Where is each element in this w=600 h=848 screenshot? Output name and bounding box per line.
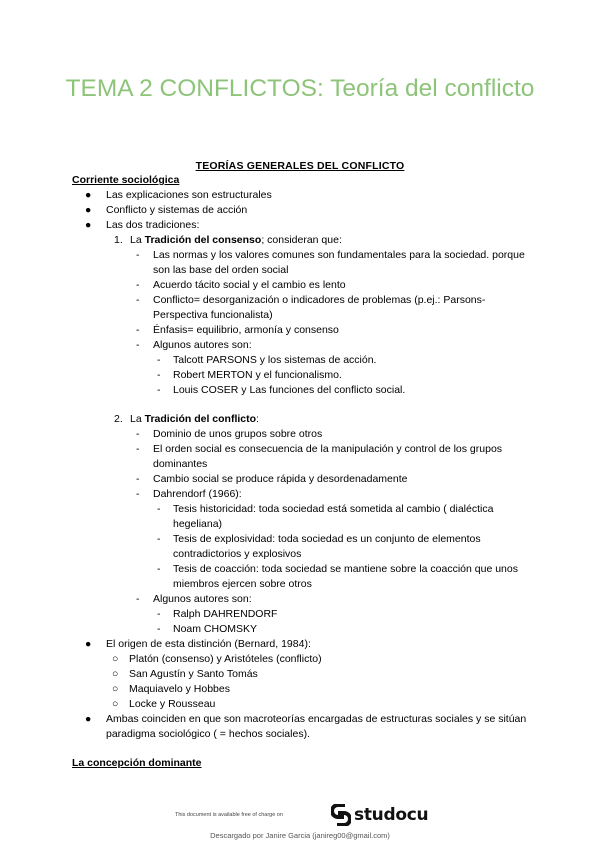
dash-marker: -	[157, 533, 161, 545]
dash-sublist	[153, 353, 532, 398]
footer-note: This document is available free of charge on	[175, 812, 283, 818]
numbered-list	[106, 233, 532, 637]
download-footer: Descargado por Janire Garcia (janireg00@gmail.com)	[210, 831, 390, 840]
dash-marker: -	[136, 279, 140, 291]
list-item-text: Las explicaciones son estructurales	[106, 189, 272, 201]
studocu-logo[interactable]	[331, 803, 428, 827]
list-item-text: Conflicto= desorganización o indicadores de problemas (p.ej.: Parsons- Perspectiva funcionalista)	[153, 294, 486, 321]
list-item	[153, 562, 532, 592]
bullet-list	[72, 188, 532, 742]
list-item	[153, 622, 532, 637]
list-item-text: Robert MERTON y el funcionalismo.	[173, 369, 342, 381]
text: :	[256, 413, 259, 425]
spacer	[130, 398, 532, 412]
dash-sublist	[153, 607, 532, 637]
circle-marker: ○	[112, 683, 119, 695]
spacer	[72, 742, 532, 756]
dash-marker: -	[136, 294, 140, 306]
list-item-text: Tesis historicidad: toda sociedad está sometida al cambio ( dialéctica hegeliana)	[173, 503, 494, 530]
circle-list	[106, 652, 532, 712]
list-item	[130, 248, 532, 278]
list-item-text: Locke y Rousseau	[129, 698, 216, 710]
studocu-logo-icon	[331, 804, 351, 826]
dash-marker: -	[157, 563, 161, 575]
dash-sublist	[153, 502, 532, 592]
bullet-marker: ●	[85, 204, 92, 216]
dash-marker: -	[136, 324, 140, 336]
list-item	[106, 697, 532, 712]
dash-marker: -	[157, 623, 161, 635]
dash-marker: -	[136, 473, 140, 485]
list-item-text: Cambio social se produce rápida y desordenadamente	[153, 473, 408, 485]
studocu-logo-text: studocu	[354, 805, 429, 825]
document-body	[72, 173, 532, 771]
list-item-text: Dahrendorf (1966):	[153, 488, 242, 500]
list-item-text: Tesis de explosividad: toda sociedad es un conjunto de elementos contradictorios y explosivos	[173, 533, 481, 560]
bold-text: Tradición del conflicto	[144, 413, 257, 425]
dash-marker: -	[136, 488, 140, 500]
list-item-text: Noam CHOMSKY	[173, 623, 258, 635]
list-item-text: Louis COSER y Las funciones del conflicto social.	[173, 384, 406, 396]
list-item	[72, 188, 532, 203]
bullet-marker: ●	[85, 713, 92, 725]
list-item-text: Algunos autores son:	[153, 593, 252, 605]
list-item-text: Acuerdo tácito social y el cambio es lento	[153, 279, 346, 291]
list-item-text: Énfasis= equilibrio, armonía y consenso	[153, 324, 339, 336]
list-item	[130, 427, 532, 442]
list-item-text: Las normas y los valores comunes son fundamentales para la sociedad. porque son las base del orden social	[153, 249, 525, 276]
dash-marker: -	[157, 354, 161, 366]
section-title: TEORÍAS GENERALES DEL CONFLICTO	[195, 160, 405, 172]
list-item-text: Maquiavelo y Hobbes	[129, 683, 230, 695]
list-item-text: El origen de esta distinción (Bernard, 1984):	[106, 638, 311, 650]
heading-corriente: Corriente sociológica	[72, 174, 180, 186]
list-item	[130, 323, 532, 338]
list-item	[153, 532, 532, 562]
list-item	[130, 592, 532, 637]
list-item	[153, 607, 532, 622]
list-item	[106, 233, 532, 412]
list-item	[130, 472, 532, 487]
list-item-text: Dominio de unos grupos sobre otros	[153, 428, 323, 440]
list-item	[130, 278, 532, 293]
list-item-text: Platón (consenso) y Aristóteles (conflicto)	[129, 653, 322, 665]
dash-list	[130, 248, 532, 398]
list-item-text: Las dos tradiciones:	[106, 219, 200, 231]
list-item	[106, 667, 532, 682]
bullet-marker: ●	[85, 189, 92, 201]
list-item-text: San Agustín y Santo Tomás	[129, 668, 258, 680]
list-item	[72, 712, 532, 742]
dash-marker: -	[157, 384, 161, 396]
circle-marker: ○	[112, 653, 119, 665]
circle-marker: ○	[112, 698, 119, 710]
list-item-text: Ralph DAHRENDORF	[173, 608, 278, 620]
list-item	[72, 637, 532, 712]
dash-list	[130, 427, 532, 637]
list-item	[153, 383, 532, 398]
dash-marker: -	[136, 443, 140, 455]
dash-marker: -	[157, 503, 161, 515]
dash-marker: -	[157, 608, 161, 620]
list-item-text: Tesis de coacción: toda sociedad se mantiene sobre la coacción que unos miembros ejercen sobre otros	[173, 563, 518, 590]
list-item	[130, 293, 532, 323]
number-marker: 1.	[114, 234, 123, 246]
dash-marker: -	[136, 249, 140, 261]
list-item	[106, 652, 532, 667]
dash-marker: -	[136, 339, 140, 351]
list-item	[72, 203, 532, 218]
bold-text: Tradición del consenso	[144, 234, 262, 246]
list-item	[153, 353, 532, 368]
page-title: TEMA 2 CONFLICTOS: Teoría del conflicto	[65, 75, 535, 102]
list-item	[130, 442, 532, 472]
list-item	[106, 412, 532, 637]
list-item-text: Talcott PARSONS y los sistemas de acción.	[173, 354, 377, 366]
list-item-text: El orden social es consecuencia de la manipulación y control de los grupos dominantes	[153, 443, 503, 470]
list-item-text: Algunos autores son:	[153, 339, 252, 351]
circle-marker: ○	[112, 668, 119, 680]
dash-marker: -	[136, 593, 140, 605]
bullet-marker: ●	[85, 638, 92, 650]
list-item	[153, 368, 532, 383]
text: ; consideran que:	[261, 234, 342, 246]
list-item	[106, 682, 532, 697]
dash-marker: -	[136, 428, 140, 440]
list-item	[153, 502, 532, 532]
list-item-text: Ambas coinciden en que son macroteorías encargadas de estructuras sociales y se sitúan paradigma sociológico ( = hechos sociales).	[106, 713, 527, 740]
dash-marker: -	[157, 369, 161, 381]
text: La	[130, 234, 145, 246]
list-item	[130, 487, 532, 592]
bullet-marker: ●	[85, 219, 92, 231]
list-item	[130, 338, 532, 398]
list-item-text: Conflicto y sistemas de acción	[106, 204, 248, 216]
number-marker: 2.	[114, 413, 123, 425]
heading-concepcion: La concepción dominante	[72, 757, 202, 769]
list-item	[72, 218, 532, 637]
text: La	[130, 413, 145, 425]
